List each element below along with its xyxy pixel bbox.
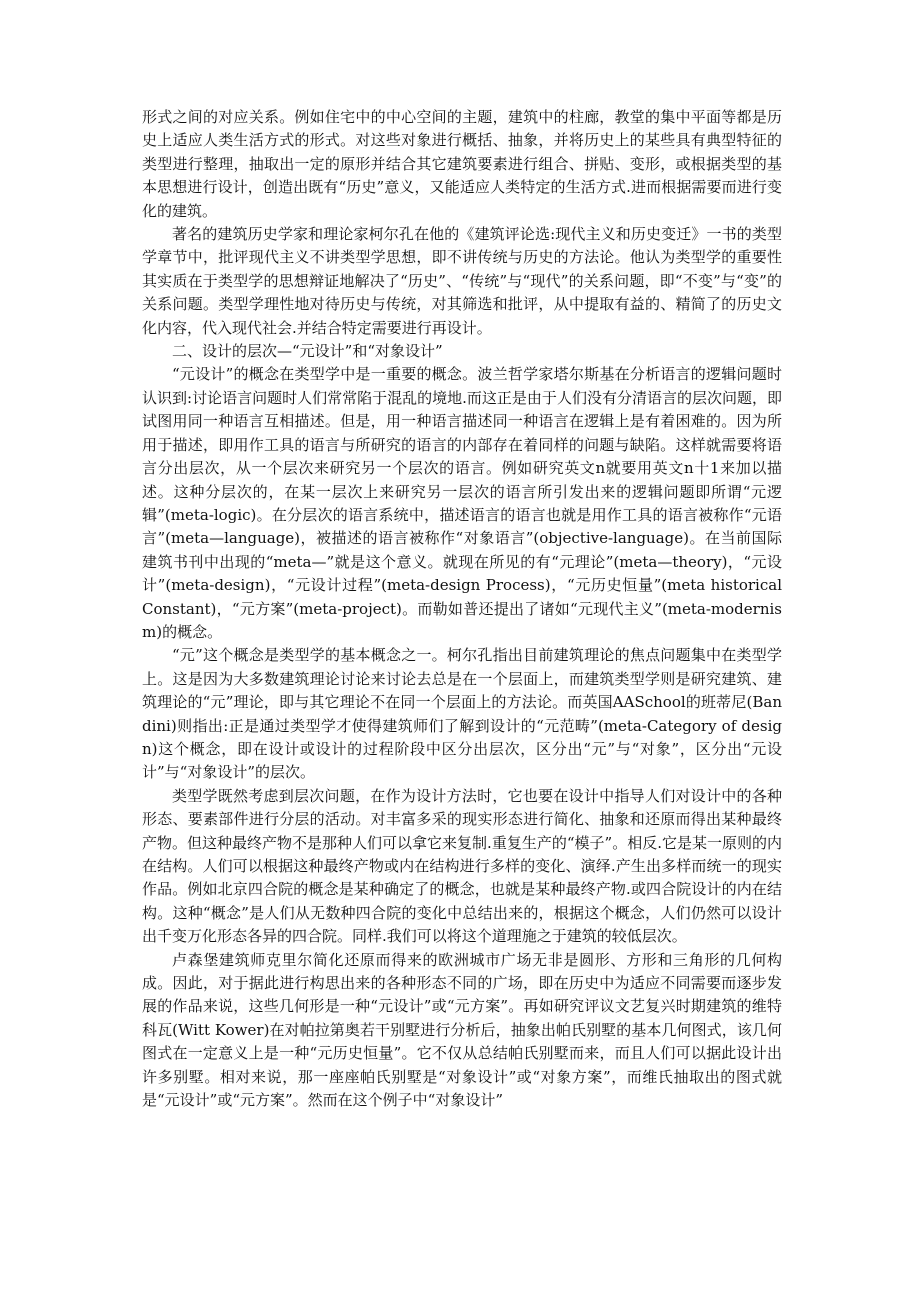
paragraph-6: 卢森堡建筑师克里尔简化还原而得来的欧洲城市广场无非是圆形、方形和三角形的几何构成。因此，对于据此进行构思出来的各种形态不同的广场，即在历史中为适应不同需要而逐步发展的作品来说，这些几何形是一种“元设计”或“元方案”。再如研究评议文艺复兴时期建筑的维特科瓦(Witt Kower)在对帕拉第奥若干别墅进行分析后，抽象出帕氏别墅的基本几何图式，该几何图式在一定意义上是一种“元历史恒量”。它不仅从总结帕氏别墅而来，而且人们可以据此设计出许多别墅。相对来说，那一座座帕氏别墅是“对象设计”或“对象方案”，而维氏抽取出的图式就是“元设计”或“元方案”。然而在这个例子中“对象设计” xyxy=(142,950,782,1110)
section-heading: 二、设计的层次—“元设计”和“对象设计” xyxy=(172,342,443,361)
paragraph-3: “元设计”的概念在类型学中是一重要的概念。波兰哲学家塔尔斯基在分析语言的逻辑问题时认识到:讨论语言问题时人们常常陷于混乱的境地.而这正是由于人们没有分清语言的层次问题，即试图用同一种语言互相描述。但是，用一种语言描述同一种语言在逻辑上是有着困难的。因为所用于描述，即用作工具的语言与所研究的语言的内部存在着同样的问题与缺陷。这样就需要将语言分出层次，从一个层次来研究另一个层次的语言。例如研究英文n就要用英文n十1来加以描述。这种分层次的，在某一层次上来研究另一层次的语言所引发出来的逻辑问题即所谓“元逻辑”(meta-logic)。在分层次的语言系统中，描述语言的语言也就是用作工具的语言被称作“元语言”(meta—language)，被描述的语言被称作“对象语言”(objective-language)。在当前国际建筑书刊中出现的“meta—”就是这个意义。就现在所见的有“元理论”(meta—theory)，“元设计”(meta-design)，“元设计过程”(meta-design Process)，“元历史恒量”(meta historical Constant)，“元方案”(meta-project)。而勒如普还提出了诸如“元现代主义”(meta-modernism)的概念。 xyxy=(142,365,782,641)
paragraph-2: 著名的建筑历史学家和理论家柯尔孔在他的《建筑评论选:现代主义和历史变迁》一书的类型学章节中，批评现代主义不讲类型学思想，即不讲传统与历史的方法论。他认为类型学的重要性其实质在于类型学的思想辩证地解决了“历史”、“传统”与“现代”的关系问题，即“不变”与“变”的关系问题。类型学理性地对待历史与传统，对其筛选和批评，从中提取有益的、精简了的历史文化内容，代入现代社会.并结合特定需要进行再设计。 xyxy=(142,225,782,337)
paragraph-4: “元”这个概念是类型学的基本概念之一。柯尔孔指出目前建筑理论的焦点问题集中在类型学上。这是因为大多数建筑理论讨论来讨论去总是在一个层面上，而建筑类型学则是研究建筑、建筑理论的“元”理论，即与其它理论不在同一个层面上的方法论。而英国AASchool的班蒂尼(Bandini)则指出:正是通过类型学才使得建筑师们了解到设计的“元范畴”(meta-Category of design)这个概念，即在设计或设计的过程阶段中区分出层次，区分出“元”与“对象”，区分出“元设计”与“对象设计”的层次。 xyxy=(142,646,782,782)
document-body xyxy=(142,106,782,1112)
paragraph-5: 类型学既然考虑到层次问题，在作为设计方法时，它也要在设计中指导人们对设计中的各种形态、要素部件进行分层的活动。对丰富多采的现实形态进行简化、抽象和还原而得出某种最终产物。但这种最终产物不是那种人们可以拿它来复制.重复生产的“模子”。相反.它是某一原则的内在结构。人们可以根据这种最终产物或内在结构进行多样的变化、演绎.产生出多样而统一的现实作品。例如北京四合院的概念是某种确定了的概念，也就是某种最终产物.或四合院设计的内在结构。这种“概念”是人们从无数种四合院的变化中总结出来的，根据这个概念，人们仍然可以设计出千变万化形态各异的四合院。同样.我们可以将这个道理施之于建筑的较低层次。 xyxy=(142,786,782,946)
paragraph-1: 形式之间的对应关系。例如住宅中的中心空间的主题，建筑中的柱廊，教堂的集中平面等都是历史上适应人类生活方式的形式。对这些对象进行概括、抽象，并将历史上的某些具有典型特征的类型进行整理，抽取出一定的原形并结合其它建筑要素进行组合、拼贴、变形，或根据类型的基本思想进行设计，创造出既有“历史”意义，又能适应人类特定的生活方式.进而根据需要而进行变化的建筑。 xyxy=(142,108,782,220)
